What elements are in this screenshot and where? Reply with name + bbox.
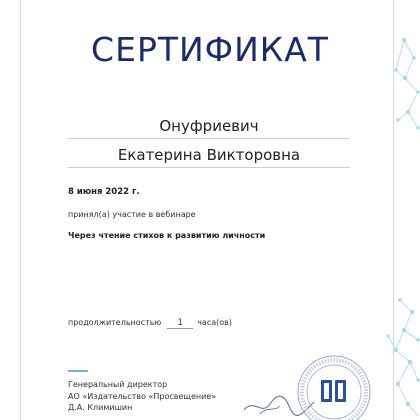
recipient-surname: Онуфриевич xyxy=(68,117,350,139)
signatory-divider xyxy=(68,370,88,372)
signatory-position: Генеральный директор xyxy=(68,380,168,389)
duration-prefix: продолжительностью xyxy=(68,318,162,327)
signatory-organization: АО «Издательство «Просвещение» xyxy=(68,391,217,401)
webinar-title: Через чтение стихов к развитию личности xyxy=(68,231,266,240)
duration-line xyxy=(68,318,232,329)
recipient-given-name: Екатерина Викторовна xyxy=(68,146,350,168)
certificate-title: СЕРТИФИКАТ xyxy=(91,30,329,69)
publisher-seal-icon xyxy=(296,354,372,420)
signatory-name: Д.А. Климишин xyxy=(68,403,133,412)
duration-suffix: часа(ов) xyxy=(197,318,232,327)
certificate-date: 8 июня 2022 г. xyxy=(68,187,140,197)
signatory-block xyxy=(68,379,216,414)
duration-value: 1 xyxy=(167,318,193,329)
participation-text: принял(а) участие в вебинаре xyxy=(68,210,196,219)
